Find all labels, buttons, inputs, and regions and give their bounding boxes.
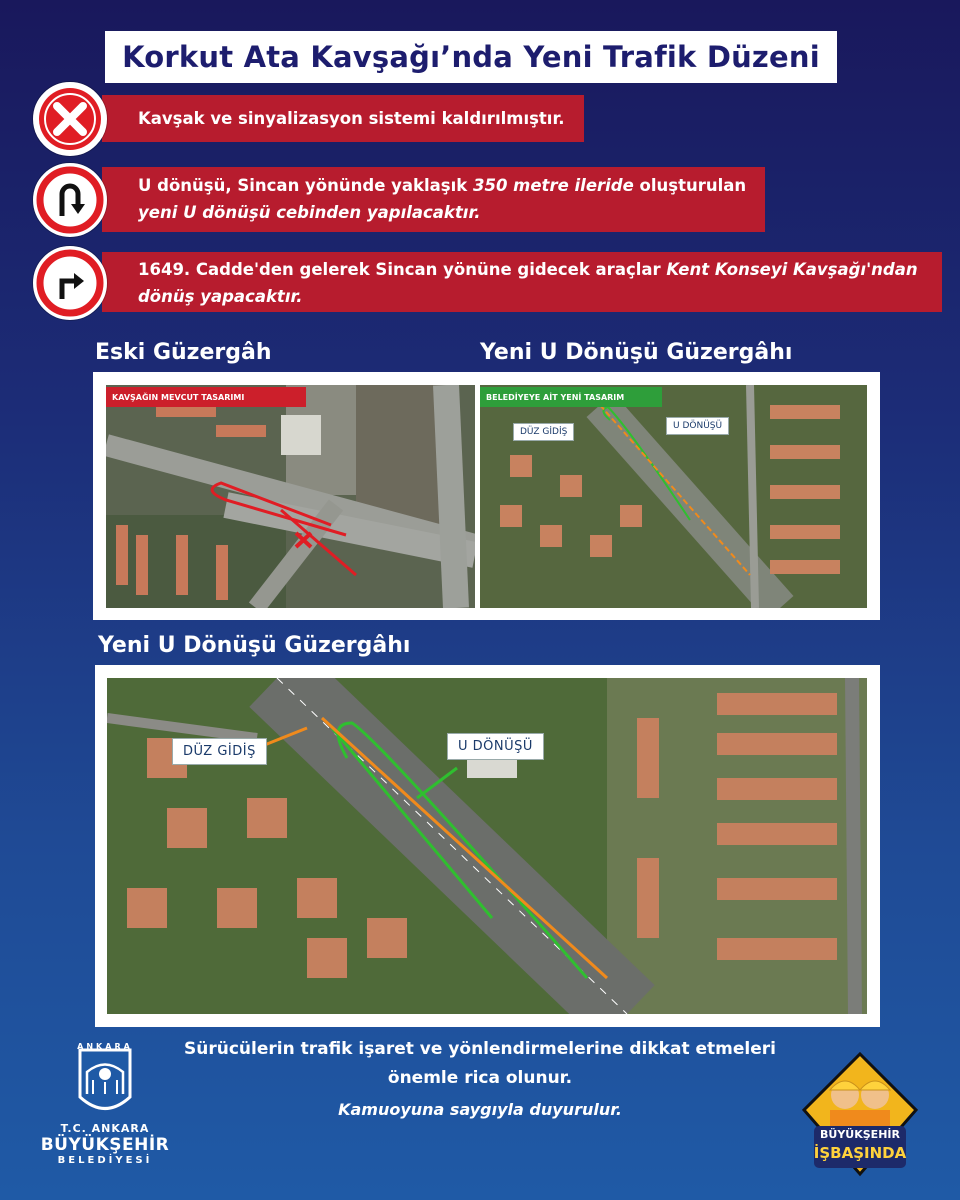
- large-map-label-uturn: U DÖNÜŞÜ: [447, 733, 544, 760]
- old-route-map: [106, 385, 475, 608]
- notice-uturn: [102, 167, 765, 232]
- ankara-logo: [35, 1042, 175, 1166]
- ankara-logo-top: ANKARA: [77, 1042, 133, 1051]
- heading-new-route: Yeni U Dönüşü Güzergâhı: [480, 340, 793, 365]
- notice-turn-text-c: dönüş yapacaktır.: [138, 287, 303, 306]
- notice-uturn-text-c: oluşturulan: [633, 176, 747, 195]
- turn-right-icon: [33, 246, 107, 320]
- notice-turn-text-b: Kent Konseyi Kavşağı'ndan: [666, 260, 918, 279]
- new-map-tag: BELEDİYEYE AİT YENİ TASARIM: [480, 387, 662, 407]
- large-map-label-straight: DÜZ GİDİŞ: [172, 738, 267, 765]
- notice-turn: [102, 252, 942, 312]
- new-route-map-small: [480, 385, 867, 608]
- small-map-label-uturn: U DÖNÜŞÜ: [666, 417, 729, 435]
- no-entry-x-icon: [33, 82, 107, 156]
- footer-line-1: Sürücülerin trafik işaret ve yönlendirmelerine dikkat etmeleri: [184, 1039, 776, 1059]
- small-map-label-straight: DÜZ GİDİŞ: [513, 423, 574, 441]
- badge-line-2: İŞBAŞINDA: [813, 1144, 907, 1162]
- u-turn-icon: [33, 163, 107, 237]
- heading-old-route: Eski Güzergâh: [95, 340, 272, 365]
- notice-removed: [102, 95, 584, 142]
- heading-new-route-large: Yeni U Dönüşü Güzergâhı: [98, 633, 411, 658]
- footer-line-2: önemle rica olunur.: [387, 1068, 573, 1088]
- page-title: Korkut Ata Kavşağı’nda Yeni Trafik Düzeni: [105, 31, 837, 83]
- new-route-map-large: [107, 678, 867, 1014]
- notice-uturn-text-d: yeni U dönüşü cebinden yapılacaktır.: [138, 203, 481, 222]
- logo-line-2: BÜYÜKŞEHİR: [40, 1135, 170, 1155]
- notice-removed-text: Kavşak ve sinyalizasyon sistemi kaldırılmıştır.: [138, 109, 565, 128]
- badge-line-1: BÜYÜKŞEHİR: [820, 1128, 900, 1141]
- notice-turn-text-a: 1649. Cadde'den gelerek Sincan yönüne gidecek araçlar: [138, 260, 667, 279]
- isbasinda-badge: [800, 1050, 920, 1180]
- old-map-tag: KAVŞAĞIN MEVCUT TASARIMI: [106, 387, 306, 407]
- logo-line-3: BELEDİYESİ: [57, 1155, 153, 1166]
- notice-uturn-text-a: U dönüşü, Sincan yönünde yaklaşık: [138, 176, 473, 195]
- footer-line-3: Kamuoyuna saygıyla duyurulur.: [338, 1100, 622, 1119]
- ankara-emblem-icon: [75, 1042, 135, 1122]
- logo-line-1: T.C. ANKARA: [60, 1122, 150, 1135]
- notice-uturn-text-b: 350 metre ileride: [472, 176, 634, 195]
